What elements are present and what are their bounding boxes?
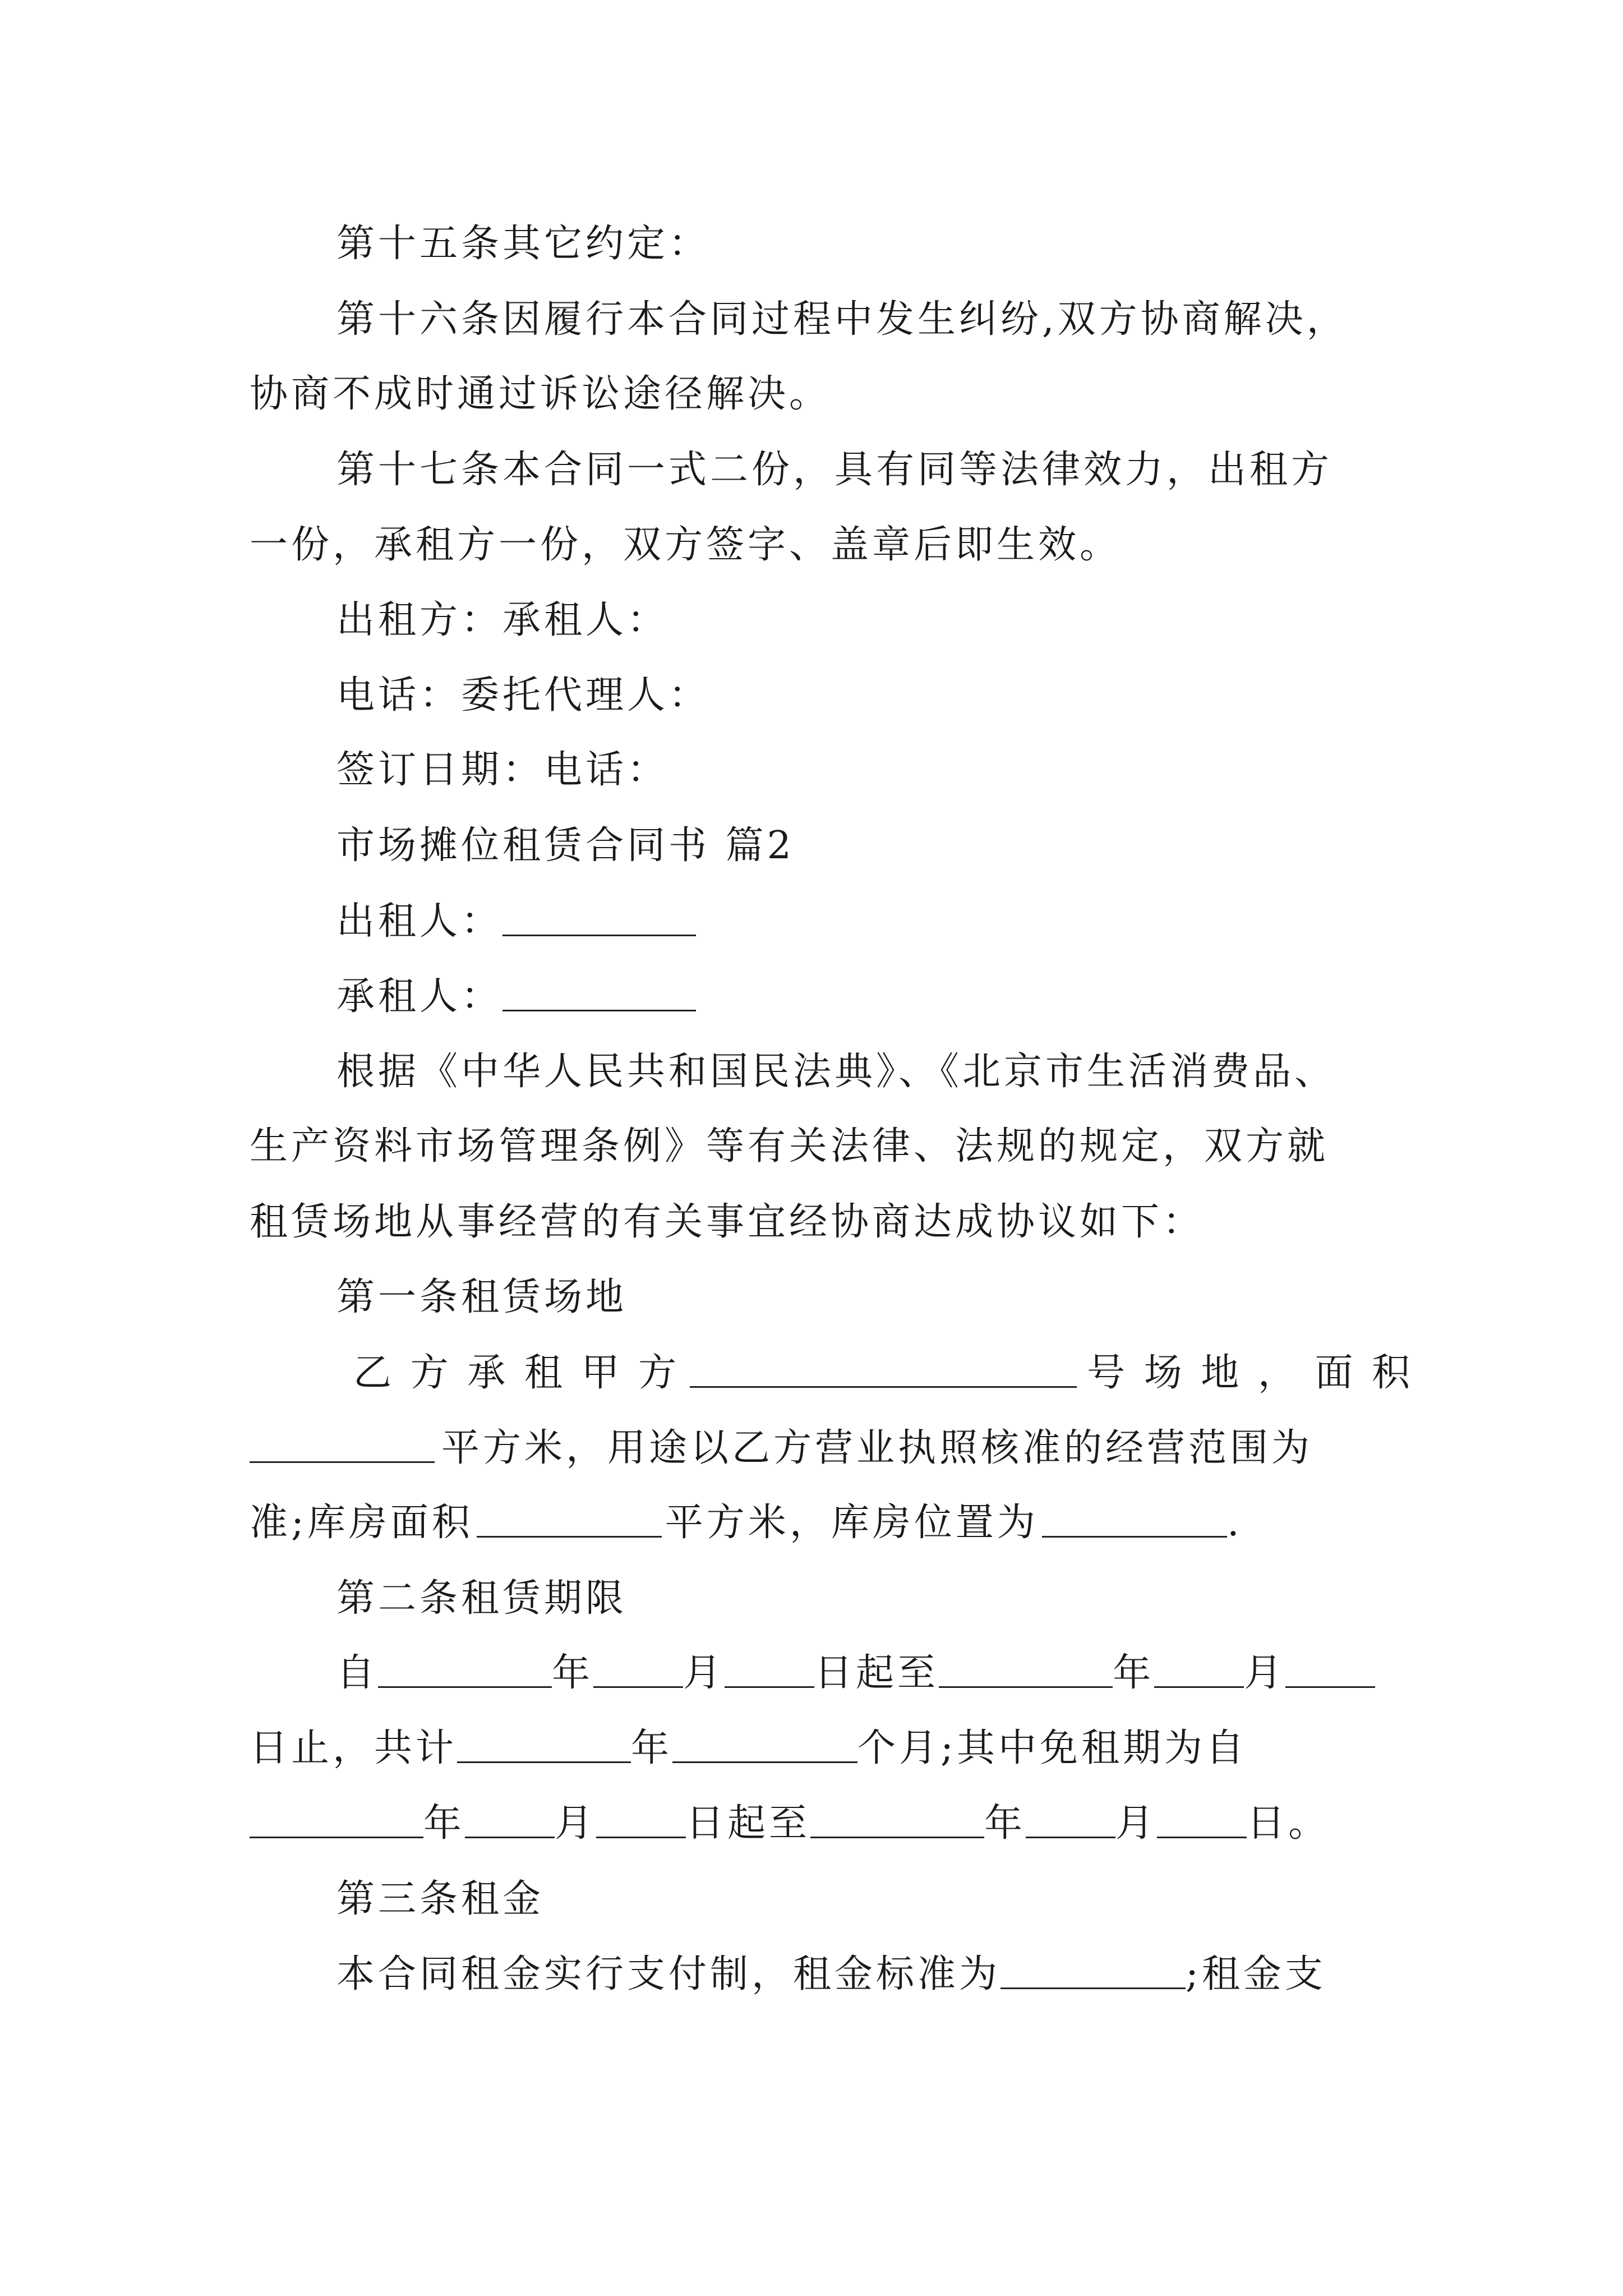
article-1-text-b: 号 场 地 ， 面 积 — [1087, 1351, 1414, 1395]
day-end-total-label: 日止，共计 — [250, 1726, 458, 1770]
article-1-line-1 — [353, 1342, 1413, 1404]
area-blank — [250, 1422, 435, 1463]
end-day-blank — [1285, 1647, 1375, 1688]
lessor-line — [336, 891, 696, 953]
article-16-line-1: 第十六条因履行本合同过程中发生纠纷,双方协商解决， — [336, 297, 1348, 342]
article-3-title: 第三条租金 — [336, 1877, 545, 1921]
year-label: 年 — [631, 1726, 673, 1770]
article-17-line-2: 一份，承租方一份，双方签字、盖章后即生效。 — [250, 523, 1122, 567]
article-3-text-b: ;租金支 — [1186, 1952, 1326, 1996]
start-day-blank — [725, 1647, 814, 1688]
lessor-blank — [502, 895, 696, 936]
preamble-line-3: 租赁场地从事经营的有关事宜经协商达成协议如下： — [250, 1200, 1205, 1244]
lessee-label: 承租人： — [336, 974, 503, 1019]
month-label: 月 — [555, 1801, 597, 1846]
free-end-year-blank — [810, 1797, 984, 1838]
free-start-day-blank — [596, 1797, 686, 1838]
article-1-text-e: 平方米，库房位置为 — [665, 1501, 1039, 1545]
article-1-text-c: 平方米，用途以乙方营业执照核准的经营范围为 — [441, 1426, 1313, 1470]
day-end-label: 日。 — [1247, 1801, 1330, 1846]
article-3-line-1 — [336, 1944, 1326, 2005]
start-month-blank — [593, 1647, 683, 1688]
free-start-year-blank — [250, 1797, 423, 1838]
article-2-line-1 — [336, 1642, 1375, 1704]
month-label: 月 — [683, 1651, 725, 1695]
lessor-label: 出租人： — [336, 899, 503, 944]
month-label: 月 — [1244, 1651, 1286, 1695]
lessee-blank — [502, 970, 696, 1011]
year-label: 年 — [984, 1801, 1026, 1846]
free-end-month-blank — [1026, 1797, 1115, 1838]
term-from-label: 自 — [336, 1651, 379, 1695]
year-label: 年 — [1113, 1651, 1155, 1695]
total-years-blank — [457, 1722, 631, 1763]
signature-line-1: 出租方：承租人： — [336, 598, 669, 642]
free-start-month-blank — [465, 1797, 555, 1838]
signature-line-3: 签订日期：电话： — [336, 748, 669, 792]
storage-location-blank — [1042, 1497, 1227, 1538]
stall-number-blank — [690, 1347, 1077, 1388]
article-1-line-3 — [250, 1492, 1243, 1554]
article-2-title: 第二条租赁期限 — [336, 1576, 628, 1621]
article-1-text-a: 乙 方 承 租 甲 方 — [353, 1351, 680, 1395]
year-label: 年 — [552, 1651, 594, 1695]
end-month-blank — [1154, 1647, 1244, 1688]
article-1-line-2 — [250, 1418, 1313, 1479]
article-3-text-a: 本合同租金实行支付制，租金标准为 — [336, 1952, 1001, 1996]
month-label: 月 — [1115, 1801, 1158, 1846]
free-end-day-blank — [1157, 1797, 1247, 1838]
article-2-line-2 — [250, 1718, 1247, 1779]
end-year-blank — [939, 1647, 1113, 1688]
article-15: 第十五条其它约定： — [336, 222, 711, 266]
article-1-text-d: 准;库房面积 — [250, 1501, 473, 1545]
article-1-title: 第一条租赁场地 — [336, 1275, 628, 1319]
article-1-text-f: . — [1227, 1501, 1243, 1545]
start-year-blank — [378, 1647, 552, 1688]
section-title: 市场摊位租赁合同书 篇2 — [336, 823, 795, 868]
day-from-to-label: 日起至 — [686, 1801, 811, 1846]
signature-line-2: 电话：委托代理人： — [336, 673, 711, 717]
article-16-line-2: 协商不成时通过诉讼途径解决。 — [250, 372, 831, 416]
rent-standard-blank — [1000, 1948, 1186, 1989]
lessee-line — [336, 966, 696, 1028]
article-17-line-1: 第十七条本合同一式二份，具有同等法律效力，出租方 — [336, 448, 1333, 492]
storage-area-blank — [477, 1497, 662, 1538]
total-months-blank — [672, 1722, 857, 1763]
year-label: 年 — [423, 1801, 465, 1846]
preamble-line-1: 根据《中华人民共和国民法典》、《北京市生活消费品、 — [336, 1050, 1336, 1094]
preamble-line-2: 生产资料市场管理条例》等有关法律、法规的规定，双方就 — [250, 1124, 1329, 1168]
day-from-to-label: 日起至 — [814, 1651, 939, 1695]
months-free-label: 个月;其中免租期为自 — [857, 1726, 1247, 1770]
article-2-line-3 — [250, 1793, 1330, 1855]
